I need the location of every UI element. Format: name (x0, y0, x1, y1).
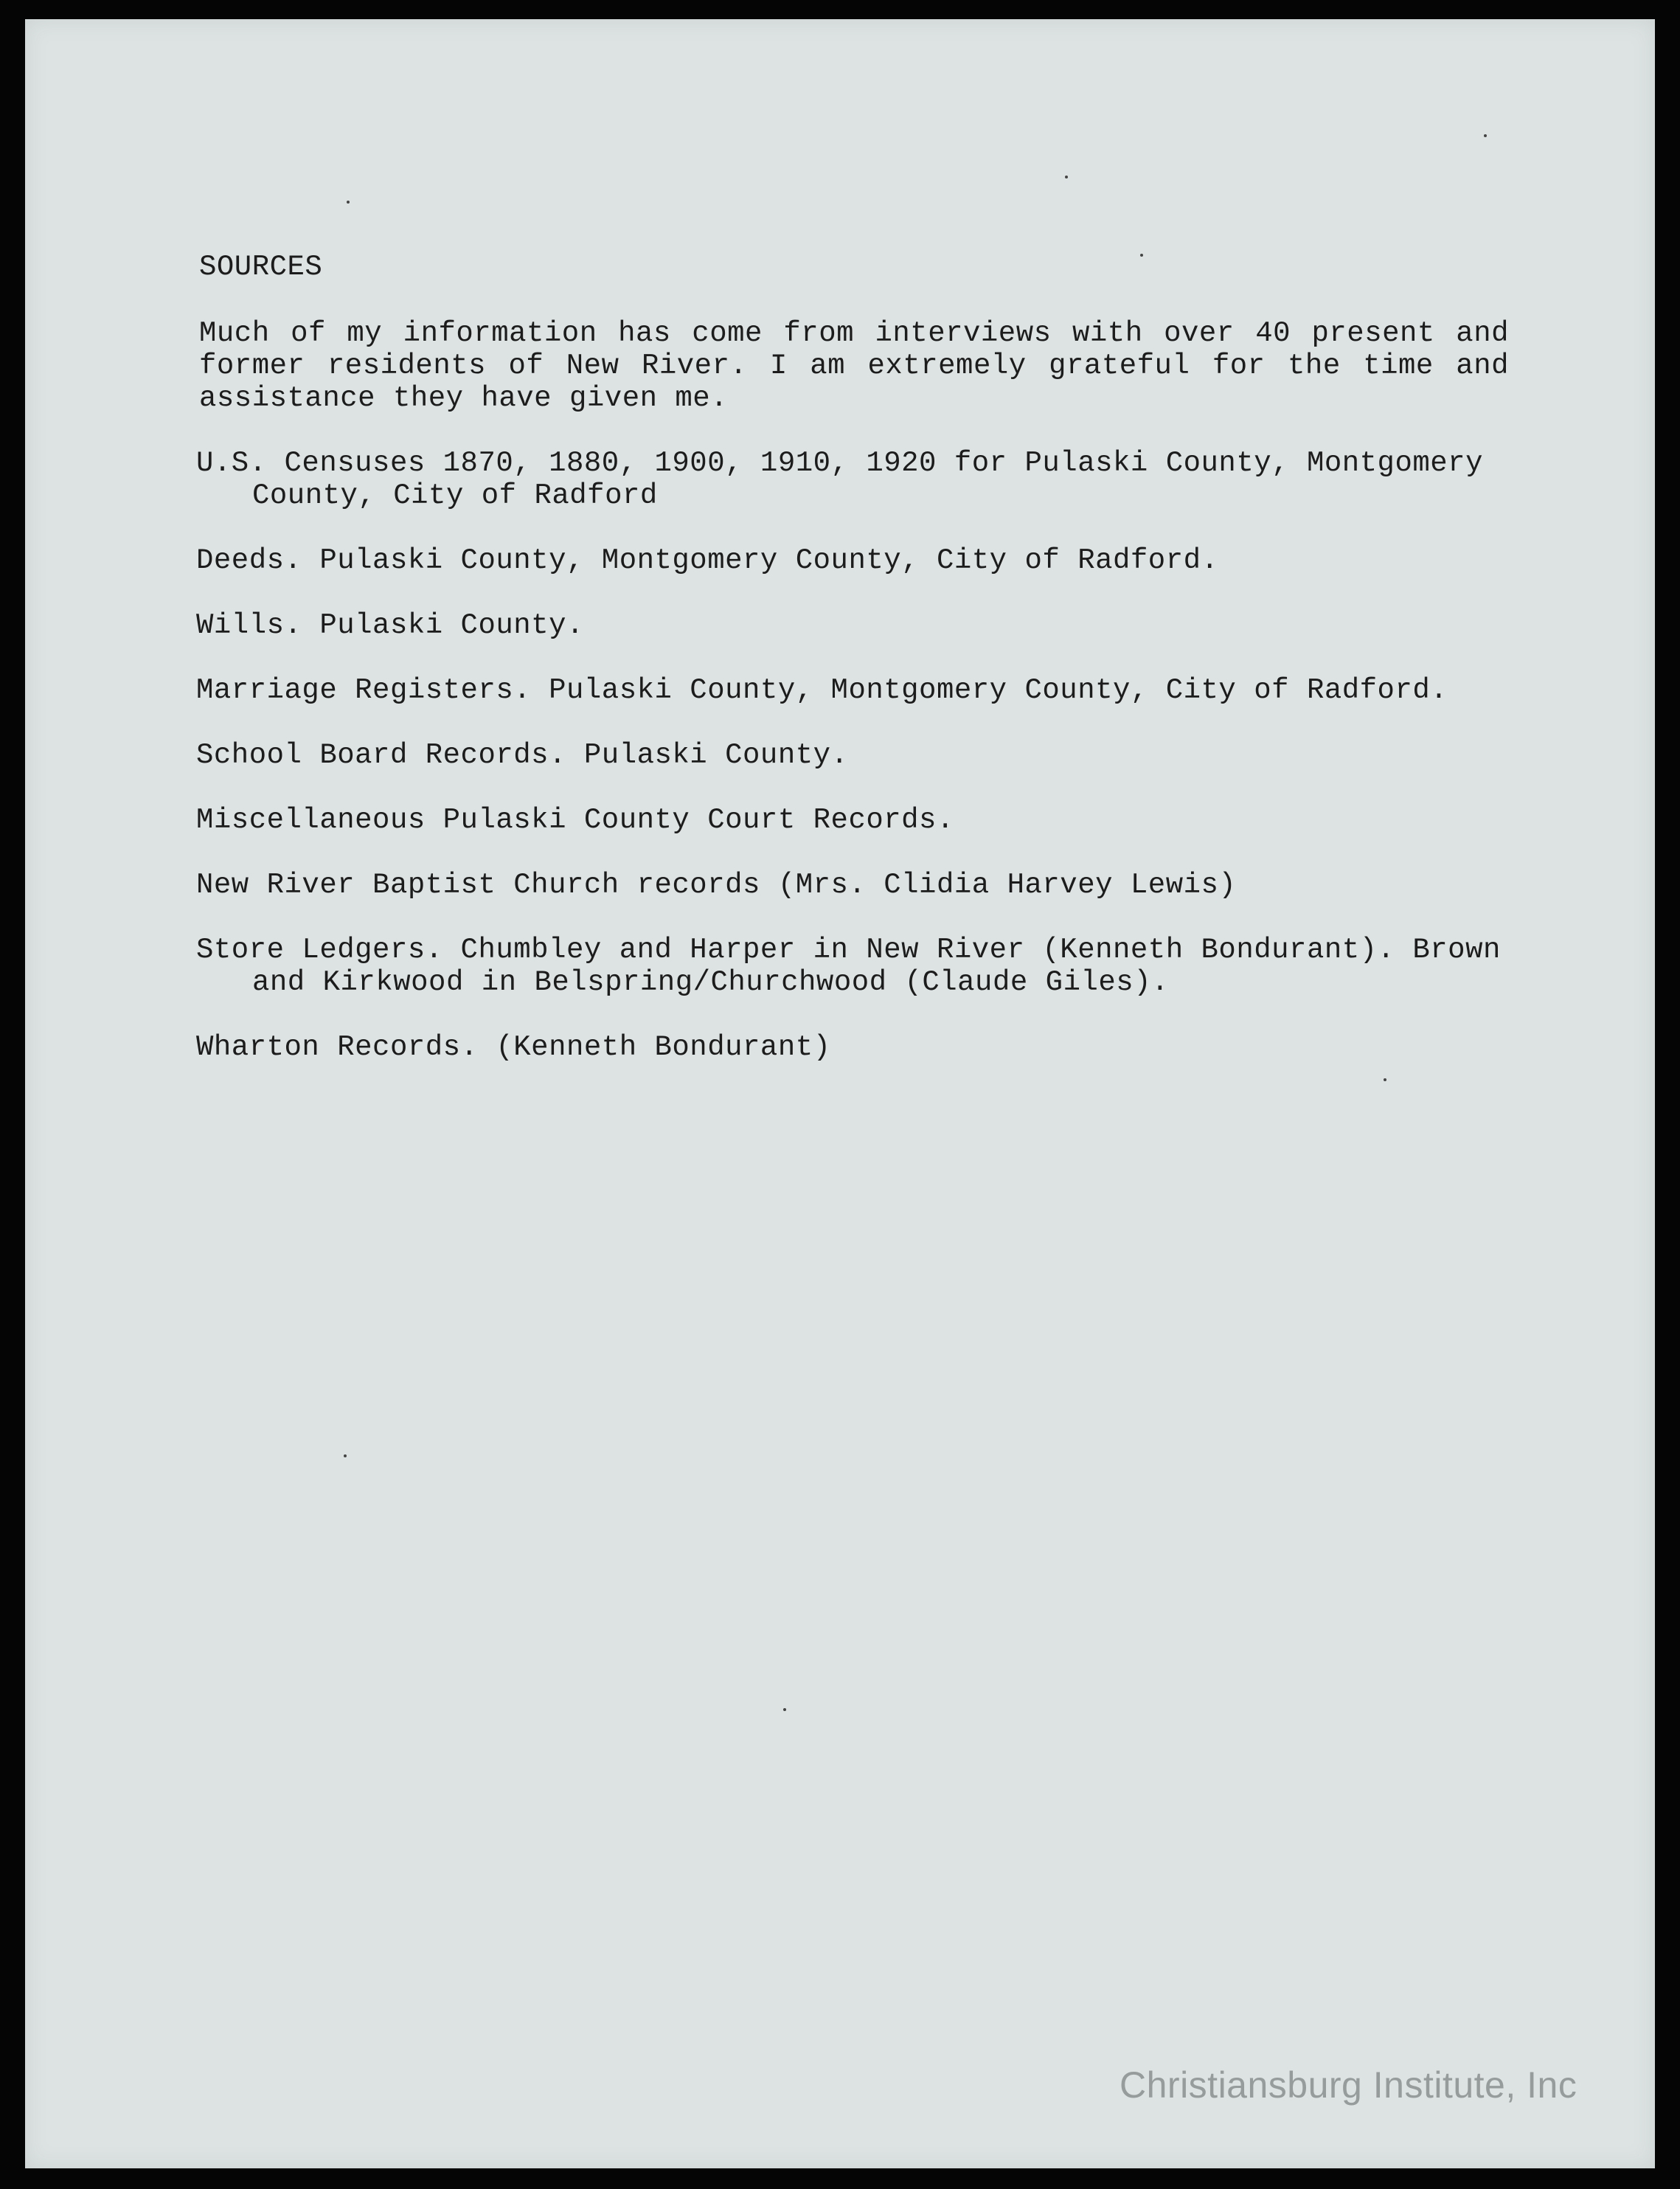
source-entry-censuses: U.S. Censuses 1870, 1880, 1900, 1910, 1920 for Pulaski County, Montgomery County, City of Radford (196, 447, 1483, 512)
paper-speck (1065, 176, 1068, 178)
source-entry-store-ledgers: Store Ledgers. Chumbley and Harper in New River (Kenneth Bondurant). Brown and Kirkwood in Belspring/Churchwood (Claude Giles). (196, 934, 1501, 999)
source-entry-deeds: Deeds. Pulaski County, Montgomery County, City of Radford. (196, 544, 1219, 577)
paper-speck (344, 1454, 347, 1457)
watermark-text: Christiansburg Institute, Inc (1120, 2064, 1577, 2106)
paper-speck (783, 1708, 786, 1711)
source-entry-marriage-registers: Marriage Registers. Pulaski County, Montgomery County, City of Radford. (196, 674, 1448, 707)
source-entry-wharton-records: Wharton Records. (Kenneth Bondurant) (196, 1031, 831, 1064)
page-title: SOURCES (199, 251, 323, 283)
source-list (196, 447, 1509, 1064)
source-entry-school-board: School Board Records. Pulaski County. (196, 739, 849, 771)
source-entry-court-records: Miscellaneous Pulaski County Court Records. (196, 804, 954, 836)
source-entry-church-records: New River Baptist Church records (Mrs. Clidia Harvey Lewis) (196, 869, 1237, 901)
source-entry-wills: Wills. Pulaski County. (196, 609, 584, 642)
document-body (196, 251, 1509, 1096)
intro-paragraph: Much of my information has come from interviews with over 40 present and former residents of New River. I am extremely grateful for the time and assistance they have given me. (199, 317, 1509, 414)
paper-speck (347, 201, 350, 204)
paper-speck (1484, 134, 1487, 137)
